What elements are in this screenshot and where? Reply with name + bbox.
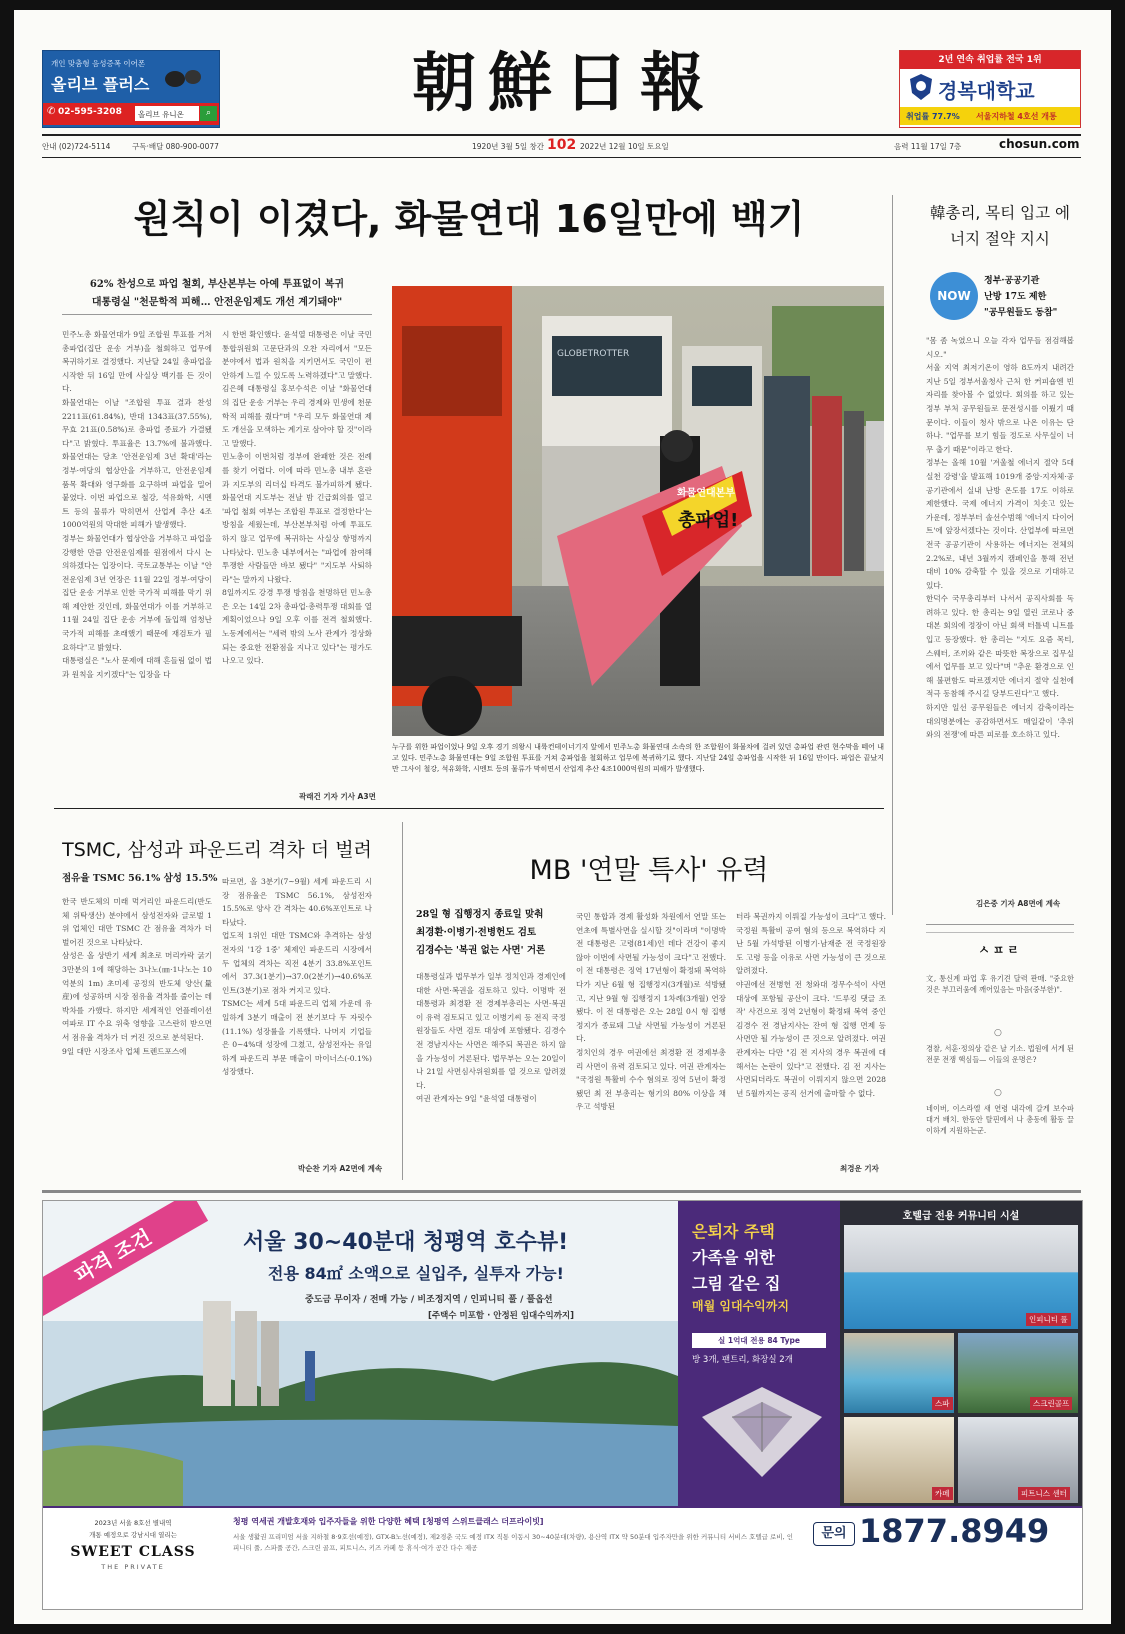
label-fitness: 피트니스 센터: [1018, 1487, 1070, 1500]
ad-search-term: 올리브 유니온: [138, 110, 184, 119]
circle-divider-icon: ○: [994, 1028, 1002, 1038]
ad-phone-number[interactable]: 1877.8949: [859, 1512, 1050, 1550]
lunar-date: 음력 11월 17일 7층: [894, 142, 962, 151]
lead-bottom-rule: [54, 808, 884, 809]
lead-photo: [392, 286, 884, 736]
ad-unit-rooms: 방 3개, 팬트리, 화장실 2개: [692, 1355, 793, 1365]
search-icon[interactable]: ⌕: [200, 106, 217, 121]
circle-divider-icon: ○: [994, 1088, 1002, 1098]
lead-body-col1: 민주노총 화물연대가 9일 조합원 투표를 거쳐 총파업(집단 운송 거부)을 철회하고 업무에 복귀하기로 결정했다. 지난달 24일 총파업을 시작한 뒤 16일 만에 사실상 백기를 든 것이다. 화물연대는 이날 "조합원 투표 결과 찬성 2211표(61.84%), 반대 1343표(37.55%), 무효 21표(0.58%)로 총파업 종료가 가결됐다"고 밝혔다. 투표율은 13.7%에 불과했다. 화물연대는 당초 '안전운임제 3년 확대'라는 정부·여당의 협상안을 거부하고, 안전운임제 품목 확대와 영구화를 요구하며 파업을 밀어붙였다. 이번 파업으로 철강, 석유화학, 시멘트 등의 물류가 막히면서 산업계 추산 4조1000억원의 막대한 피해가 발생했다. 정부는 화물연대가 협상안을 거부하고 파업을 강행한 만큼 안전운임제를 원점에서 다시 논의하겠다는 입장이다. 국토교통부는 이날 "안전운임제 3년 연장은 11월 22일 정부·여당이 집단 운송 거부로 인한 국가적 피해를 막기 위해 제안한 것인데, 화물연대가 이를 거부하고 11월 24일 집단 운송 거부에 돌입해 엄청난 국가적 피해를 초래했기 때문에 재검토가 필요하다"고 밝혔다. 대통령실은 "노사 문제에 대해 흔들림 없이 법과 원칙을 지키겠다"는 입장을 다: [62, 330, 212, 679]
ad-brand-logo: SWEET CLASS: [70, 1544, 196, 1560]
lead-byline: 곽래건 기자 기사 A3면: [299, 792, 376, 801]
side-column-divider: [892, 195, 893, 915]
ad-purple-line-3: 그림 같은 집: [692, 1274, 781, 1293]
mb-subheadline-1: 28일 형 집행정지 종료일 맞춰: [416, 909, 544, 920]
side-byline: 김은중 기자 A8면에 계속: [976, 899, 1061, 908]
ad-tagline: 개인 맞춤형 음성증폭 이어폰: [51, 59, 146, 68]
ad-purple-line-2: 가족을 위한: [692, 1248, 775, 1267]
phone-icon: ✆: [47, 106, 56, 117]
ad-community-panel: [840, 1201, 1082, 1506]
earphone-icon: [163, 65, 203, 91]
column-logo: ㅅㅍㄹ: [978, 943, 1022, 957]
mb-subheadline-3: 김경수는 '복권 없는 사면' 거론: [416, 945, 546, 956]
lead-sub-rule: [62, 314, 372, 315]
floorplan-image: [692, 1377, 826, 1489]
label-spa: 스파: [932, 1397, 953, 1410]
mb-headline: MB '연말 특사' 유력: [529, 855, 769, 886]
ad-stat-employment: 취업률 77.7%: [906, 112, 960, 121]
ad-ribbon: 파격 조건: [42, 1200, 208, 1321]
side-sub-1: 정부·공공기관: [984, 276, 1040, 286]
column-item-1: 文, 통신계 파업 후 유기견 달력 판매. "중요한 것은 부끄러움에 깨어있음는 마음(중부한)".: [926, 974, 1074, 994]
banner-text: 화물연대본부: [677, 488, 735, 499]
ad-stat-subway: 서울지하철 4호선 개통: [976, 112, 1057, 121]
ad-headline: 서울 30~40분대 청평역 호수뷰!: [243, 1230, 569, 1255]
info-phone: 안내 (02)724-5114: [42, 142, 111, 151]
issue-number: 102: [547, 137, 577, 153]
lead-subheadline-1: 62% 찬성으로 파업 철회, 부산본부는 아예 투표없이 복귀: [89, 279, 345, 290]
ad-phone: 02-595-3208: [58, 107, 122, 117]
ad-bottom-strip: [43, 1506, 1082, 1610]
tsmc-subheadline: 점유율 TSMC 56.1% 삼성 15.5%: [62, 873, 218, 884]
ad-brand-sub: THE PRIVATE: [101, 1563, 165, 1571]
column-item-2: 경찰, 서훈·정의상 같은 날 기소. 법원에 서게 된 전문 전쟁 핵심들— 이들의 운명은?: [926, 1044, 1074, 1064]
ad-purple-line-1: 은퇴자 주택: [692, 1222, 775, 1241]
newspaper-page: [14, 10, 1111, 1624]
real-estate-advertisement[interactable]: [42, 1200, 1083, 1610]
ad-purple-panel: [678, 1201, 840, 1506]
ad-brand-note-1: 2023년 서울 8호선 별내역: [94, 1519, 172, 1527]
side-sub-2: 난방 17도 제한: [984, 292, 1047, 302]
side-headline: 韓총리, 목티 입고 에너지 절약 지시: [929, 204, 1071, 248]
ad-benefit-body: 서울 생활권 프리미엄 서울 지하철 8·9호선(예정), GTX-B노선(예정), 제2경춘 국도 예정 ITX 직통 이동시 30~40분대(차량), 용산역 ITX 약 50분대 입주자만을 위한 커뮤니티 서비스 호텔급 로비, 인피니티 풀, 스파풀 공간, 스크린 골프, 피트니스, 키즈 카페 등 휴식·여가 공간 다수 제공: [233, 1533, 793, 1552]
label-infinity-pool: 인피니티 풀: [1026, 1313, 1071, 1326]
mb-subheadline-2: 최경환·이병기·전병헌도 검토: [416, 927, 537, 938]
left-advertisement[interactable]: [42, 50, 220, 128]
side-bottom-rule: [926, 924, 1074, 925]
founded-date: 1920년 3월 5일 창간: [472, 142, 545, 151]
ad-subheadline: 전용 84㎡ 소액으로 실입주, 실투자 가능!: [268, 1264, 564, 1283]
side-body: "몸 좀 녹였으니 오늘 각자 업무들 점검해봅시오." 서울 지역 최저기온이 영하 8도까지 내려간 지난 5일 정부서울청사 근처 한 커피숍엔 빈자리를 찾아볼 수 없었다. 회의를 하고 있는 정부 부처 공무원들로 문전성시를 이뤘기 때문이다. 이들이 청사 밖으로 나온 이유는 단 하나. "업무를 보기 힘들 정도로 사무실이 너무 춥기 때문"이라고 한다. 정부는 올해 10월 '겨울철 에너지 절약 5대 실천 강령'을 발표해 1019개 중앙·지자체·공공기관에서 실내 난방 온도를 17도 이하로 제한했다. 국제 에너지 가격이 치솟고 있는 가운데, 정부부터 솔선수범해 '에너지 다이어트'에 앞장서겠다는 것이다. 산업부에 따르면 전국 공공기관이 사용하는 에너지는 전체의 2.2%로, 내년 3월까지 캠페인을 통해 전년 대비 10% 감축할 수 있을 것으로 기대하고 있다. 한덕수 국무총리부터 나서서 공직사회를 독려하고 있다. 한 총리는 9일 열린 코로나 중대본 회의에 정장이 아닌 회색 터틀넥 니트를 입고 등장했다. 한 총리는 "지도 요즘 목티, 스웨터, 조끼와 같은 따뜻한 복장으로 집무실에서 업무를 보고 있다"며 "추운 환경으로 인해 불편함도 따르겠지만 에너지 절약 실천에 적극 동참해 주시길 당부드린다"고 했다. 하지만 일선 공무원들은 에너지 감축이라는 대의명분에는 공감하면서도 매일같이 '추위와의 전쟁'에 따른 피로를 호소하고 있다.: [926, 336, 1074, 740]
now-badge: NOW: [930, 272, 978, 320]
lead-subheadline-2: 대통령실 "천문학적 피해… 안전운임제도 개선 계기돼야": [91, 297, 343, 308]
masthead-title: 朝鮮日報: [412, 46, 716, 121]
ad-features-2: [주택수 미포함 · 안정된 임대수익까지]: [428, 1311, 575, 1321]
lead-headline: 원칙이 이겼다, 화물연대 16일만에 백기: [133, 197, 805, 241]
issue-date: 2022년 12월 10일 토요일: [580, 142, 669, 151]
column-box: [926, 932, 1074, 1163]
truck-protest-photo: [392, 286, 884, 736]
side-sub-3: "공무원들도 동참": [984, 308, 1058, 318]
masthead-rule-bottom: [42, 157, 1081, 158]
tsmc-body-col2: 따르면, 올 3분기(7~9월) 세계 파운드리 시장 점유율은 TSMC 56.1%, 삼성전자 15.5%로 양사 간 격차는 40.6%포인트로 나타났다. 업도적 1위인 대만 TSMC와 추격하는 삼성전자의 '1강 1중' 체제인 파운드리 시장에서 두 업체의 격차는 직전 4분기 33.8%포인트에서 37.3(1분기)→37.0(2분기)→40.6%포인트(3분기)로 점차 커지고 있다. TSMC는 세계 5대 파운드리 업체 가운데 유일하게 3분기 매출이 전 분기보다 두 자릿수(11.1%) 성장률을 기록했다. 나머지 기업들은 0~4%대 성장에 그쳤고, 삼성전자는 유일하게 파운드리 부문 매출이 마이너스(-0.1%) 성장했다.: [222, 877, 372, 1077]
lead-body-col2: 시 한번 확인했다. 윤석열 대통령은 이날 국민통합위원회 고문단과의 오찬 자리에서 "모든 분야에서 법과 원칙을 지키면서도 국민이 편안하게 느낄 수 있도록 노력하겠다"고 말했다. 김은혜 대통령실 홍보수석은 이날 "화물연대의 집단 운송 거부는 우리 경제와 민생에 천문학적 피해를 줬다"며 "우리 모두 화물연대 제도 개선을 모색하는 계기로 삼아야 할 것"이라고 말했다. 민노총이 이번처럼 정부에 완패한 것은 전례를 찾기 어렵다. 이에 따라 민노총 내부 혼란과 지도부의 리더십 타격도 불가피하게 됐다. 화물연대 지도부는 전날 밤 긴급회의를 열고 '파업 철회 여부는 조합원 투표로 결정한다'는 방침을 세웠는데, 부산본부처럼 아예 투표도 하지 않고 업무에 복귀하는 사실상 항명까지 나타났다. 민노총 내부에서는 "파업에 참여해 투쟁한 사람들만 바보 됐다" "지도부 사퇴하라"는 말까지 나왔다. 8일까지도 강경 투쟁 방침을 천명하던 민노총은 오는 14일 2차 총파업·총력투쟁 대회를 열 계획이었으나 9일 오후 이를 전격 철회했다. 노동계에서는 "세력 밖의 노사 관계가 정상화되는 중요한 전환점을 지나고 있다"는 평가도 나오고 있다.: [222, 330, 372, 666]
ad-inquiry-label: 문의: [813, 1522, 855, 1546]
banner-text-large: 총파업!: [678, 510, 739, 531]
masthead-rule-top: [42, 134, 1081, 136]
ad-features: 중도금 무이자 / 전매 가능 / 비조정지역 / 인피니티 풀 / 풀옵션: [305, 1295, 553, 1305]
ad-purple-line-4: 매월 임대수익까지: [692, 1299, 789, 1313]
mb-body-col3: 터라 복권까지 이뤄질 가능성이 크다"고 했다. 국정원 특활비 공여 혐의 등으로 복역하다 지난 5월 가석방된 이병기·남재준 전 국정원장도 고령 등을 이유로 사면 가능성이 큰 것으로 알려졌다. 야권에선 전병헌 전 청와대 정무수석이 사면 대상에 포함될 공산이 크다. '드루킹 댓글 조작' 사건으로 징역 2년형이 확정돼 복역 중인 김경수 전 경남지사는 잔여 형 집행 면제 등 사면만 될 가능성이 큰 것으로 알려졌다. 여권 관계자는 다만 "김 전 지사의 경우 복권에 대해서는 논란이 있다"고 전했다. 김 전 지사는 사면되더라도 복권이 이뤄지지 않으면 2028년 5월까지는 공직 선거에 출마할 수 없다.: [736, 912, 886, 1098]
lead-photo-caption: 누구를 위한 파업이었나 9일 오후 경기 의왕시 내륙컨테이너기지 앞에서 민주노총 화물연대 소속의 한 조합원이 화물차에 걸려 있던 총파업 관련 현수막을 떼어 내고 있다. 민주노총 화물연대는 9일 조합원 투표를 거쳐 총파업을 철회하고 업무에 복귀하기로 했다. 지난달 24일 총파업을 시작한 뒤 16일 만이다. 파업은 끝났지만 그사이 철강, 석유화학, 시멘트 등의 물류가 막히면서 산업계 추산 4조1000억원의 피해가 발생했다.: [392, 743, 884, 773]
website-link[interactable]: chosun.com: [999, 137, 1080, 151]
mb-body-col2: 국민 통합과 경제 활성화 차원에서 연말 또는 연초에 특별사면을 실시할 것"이라며 "이명박 전 대통령은 고령(81세)인 데다 건강이 좋지 않아 이번에 사면될 가능성이 크다"고 전했다. 이 전 대통령은 징역 17년형이 확정돼 복역하다가 지난 6월 형 집행정지(3개월)로 석방됐고, 지난 9월 형 집행정지 1차례(3개월) 연장됐다. 이 전 대통령은 오는 28일 0시 형 집행정지가 종료돼 그날 사면될 가능성이 거론된다. 정치인의 경우 여권에선 최경환 전 경제부총리 사면이 유력 검토되고 있다. 여권 관계자는 "국정원 특활비 수수 혐의로 징역 5년이 확정됐던 최 전 부총리는 형기의 80% 이상을 채우고 석방된: [576, 912, 726, 1112]
column-item-3: 네이버, 이스라엘 새 연령 내각에 갈게 보수파 대거 배치. 한동안 탈핀에서 나 총동에 활동 끌이하게 지원하는군.: [926, 1104, 1074, 1135]
ad-benefit-title: 청평 역세권 개발호재와 입주자들을 위한 다양한 혜택 [청평역 스위트클래스 더프라이빗]: [233, 1517, 544, 1526]
ad-school-name: 경복대학교: [938, 79, 1035, 103]
mb-body-col1: 대통령실과 법무부가 일부 정치인과 경제인에 대한 사면·복권을 검토하고 있다. 이명박 전 대통령과 최경환 전 경제부총리는 사면·복권이 유력 검토되고 있고 이병기씨 등 전직 국정원장들도 사면 검토 대상에 포함됐다. 김경수 전 경남지사는 사면은 해주되 복권은 하지 않을 가능성이 거론된다. 법무부는 오는 20일이나 21일 사면심사위원회를 열 것으로 알려졌다. 여권 관계자는 9일 "윤석열 대통령이: [416, 972, 566, 1104]
tsmc-body-col1: 한국 반도체의 미래 먹거리인 파운드리(반도체 위탁생산) 분야에서 삼성전자와 글로벌 1위 업체인 대만 TSMC 간 점유율 격차가 더 벌어진 것으로 나타났다. 삼성은 올 상반기 세계 최초로 머리카락 굵기 3만분의 1에 해당하는 3나노(㎚·1나노는 10억분의 1m) 초미세 공정의 반도체 양산(量産)에 성공하며 시장 점유율 격차를 줄이는 데 박차를 가했다. 하지만 세계적인 연플레이션 여파로 IT 수요 위축 영향을 고스란히 받으면서 점유율 격차가 더 커진 것으로 분석된다. 9일 대만 시장조사 업체 트렌드포스에: [62, 897, 212, 1056]
school-emblem-icon: [908, 73, 934, 101]
ad-separator-rule: [42, 1190, 1081, 1193]
ad-badge: 2년 연속 취업률 전국 1위: [900, 51, 1080, 69]
tsmc-headline: TSMC, 삼성과 파운드리 격차 더 벌려: [62, 839, 372, 861]
mb-byline: 최경운 기자: [840, 1164, 879, 1173]
tsmc-byline: 박순찬 기자 A2면에 계속: [298, 1164, 383, 1173]
info-subscription: 구독·배달 080-900-0077: [132, 142, 219, 151]
truck-brand: GLOBETROTTER: [557, 349, 630, 359]
label-screen-golf: 스크린골프: [1030, 1397, 1072, 1410]
ad-community-title: 호텔급 전용 커뮤니티 시설: [902, 1211, 1020, 1222]
label-cafe: 카페: [932, 1487, 953, 1500]
ad-brand: 올리브 플러스: [51, 75, 150, 94]
right-advertisement[interactable]: [899, 50, 1081, 128]
ad-brand-note-2: 개통 예정으로 강남시대 열리는: [89, 1531, 177, 1539]
ad-unit-tag: 실 1억대 전용 84 Type: [692, 1333, 826, 1348]
tsmc-divider: [402, 822, 403, 1180]
